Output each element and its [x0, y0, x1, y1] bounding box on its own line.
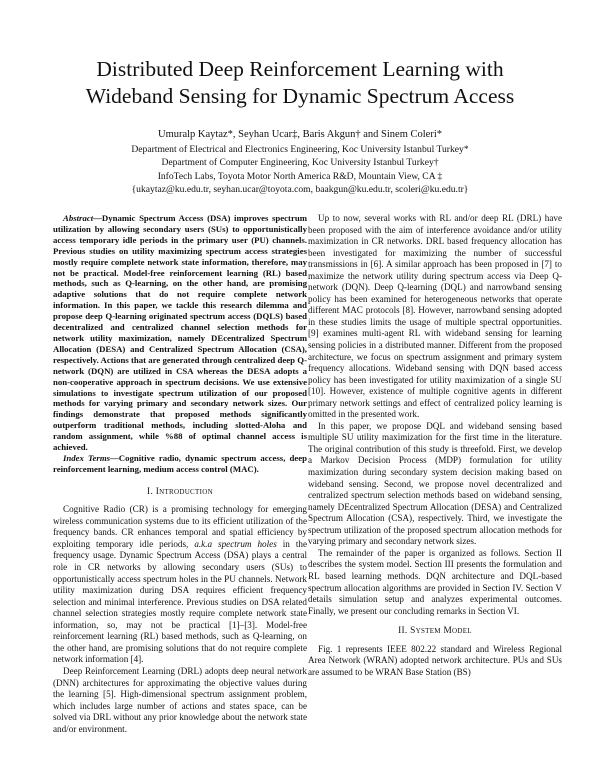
- title-line-1: Distributed Deep Reinforcement Learning with: [96, 57, 504, 81]
- intro-paragraph-5: The remainder of the paper is organized as follows. Section II describes the system model. Section III presents the formulation and RL based learning methods. DQN architecture and DQL-based spectrum allocation algorithms are provided in Section IV. Section V details simulation setup and analyzes experimental outcomes. Finally, we present our concluding remarks in Section VI.: [308, 547, 562, 616]
- affiliation-3: InfoTech Labs, Toyota Motor North America R&D, Mountain View, CA ‡: [157, 170, 443, 182]
- author-emails: {ukaytaz@ku.edu.tr, seyhan.ucar@toyota.com, baakgun@ku.edu.tr, scoleri@ku.edu.tr}: [131, 184, 469, 195]
- right-column: [308, 213, 562, 678]
- affiliation-2: Department of Computer Engineering, Koc University Istanbul Turkey†: [161, 157, 439, 168]
- intro-para1-term: a.k.a spectrum holes: [194, 538, 277, 549]
- title-line-2: Wideband Sensing for Dynamic Spectrum Access: [85, 84, 515, 108]
- intro-paragraph-1: [53, 504, 307, 666]
- index-terms: [53, 453, 307, 475]
- left-column: [53, 213, 307, 735]
- intro-paragraph-2: Deep Reinforcement Learning (DRL) adopts deep neural network (DNN) architectures for approximating the objective values during the learning [5]. High-dimensional spectrum assignment problem, which includes large number of actions and states space, can be solved via DRL without any prior knowledge about the network state and/or environment.: [53, 665, 307, 734]
- intro-paragraph-3: Up to now, several works with RL and/or deep RL (DRL) have been proposed with the aim of interference avoidance and/or utility maximization in CR networks. DRL based frequency allocation has been investigated for maximizing the number of successful transmissions in [6]. A similar approach has been proposed in [7] to maximize the network utility during spectrum access via Deep Q-network (DQN). Deep Q-learning (DQL) and narrowband sensing policy has been examined for heterogeneous networks that operate different MAC protocols [8]. However, narrowband sensing adopted in these studies limits the usage of multiple spectral opportunities. [9] examines multi-agent RL with wideband sensing for learning sensing policies in a distributed manner. Different from the proposed architecture, we focus on spectrum assignment and primary system frequency allocations. Wideband sensing with DQN based access policy has been investigated for utility maximization of a single SU [10]. However, existence of multiple cognitive agents in different primary network settings and effect of centralized policy learning is omitted in the presented work.: [308, 213, 562, 420]
- system-model-paragraph-1: Fig. 1 represents IEEE 802.22 standard and Wireless Regional Area Network (WRAN) adopted network architecture. PUs and SUs are assumed to be WRAN Base Station (BS): [308, 643, 562, 677]
- abstract-text: —Dynamic Spectrum Access (DSA) improves spectrum utilization by allowing secondary users (SUs) to opportunistically access temporary idle periods in the primary user (PU) channels. Previous studies on utility maximizing spectrum access strategies mostly require complete network state information, therefore, may not be practical. Model-free reinforcement learning (RL) based methods, such as Q-learning, on the other hand, are promising adaptive solutions that do not require complete network information. In this paper, we tackle this research dilemma and propose deep Q-learning originated spectrum access (DQLS) based decentralized and centralized channel selection methods for network utility maximization, namely DEcentralized Spectrum Allocation (DESA) and Centralized Spectrum Allocation (CSA), respectively. Actions that are generated through centralized deep Q-network (DQN) are utilized in CSA whereas the DESA adopts a non-cooperative approach in spectrum decisions. We use extensive simulations to investigate spectrum utilization of our proposed methods for varying primary and secondary network sizes. Our findings demonstrate that proposed methods significantly outperform traditional methods, including slotted-Aloha and random assignment, while %88 of optimal channel access is achieved.: [53, 213, 307, 453]
- section-heading-system-model: II. System Model: [398, 626, 472, 637]
- section-heading-introduction: I. Introduction: [147, 486, 213, 497]
- author-names: Umuralp Kaytaz*, Seyhan Ucar‡, Baris Akgun† and Sinem Coleri*: [157, 129, 443, 140]
- paper-title: [40, 56, 560, 110]
- abstract-label: Abstract: [63, 213, 94, 223]
- index-terms-label: Index Terms: [63, 452, 111, 463]
- index-terms-text: —Cognitive radio, dynamic spectrum access, deep reinforcement learning, medium access control (MAC).: [53, 452, 307, 474]
- abstract: [53, 213, 307, 453]
- intro-paragraph-4: In this paper, we propose DQL and wideband sensing based multiple SU utility maximization for the first time in the literature. The original contribution of this study is threefold. First, we develop a Markov Decision Process (MDP) formulation for utility maximization during secondary system decision making based on wideband sensing. Second, we propose novel decentralized and centralized spectrum selection methods based on wideband sensing, namely DEcentralized Spectrum Allocation (DESA) and Centralized Spectrum Allocation (CSA), respectively. Third, we investigate the spectrum utilization of the proposed spectrum allocation methods for varying primary and secondary network sizes.: [308, 420, 562, 547]
- affiliation-1: Department of Electrical and Electronics Engineering, Koc University Istanbul Turkey*: [131, 143, 469, 155]
- intro-para1-text-b: in the frequency usage. Dynamic Spectrum Access (DSA) plays a central role in CR networks by allowing secondary users (SUs) to opportunistically access spectrum holes in the PU channels. Network utility maximization during DSA requires efficient frequency selection and minimal interference. Previous studies on DSA related channel selection strategies mostly require complete network state information, so, may not be practical [1]–[3]. Model-free reinforcement learning (RL) based methods, such as Q-learning, on the other hand, are promising solutions that do not require complete network information [4].: [53, 538, 307, 665]
- intro-para1-text-a: Cognitive Radio (CR) is a promising technology for emerging wireless communication systems due to its efficient utilization of the frequency bands. CR enhances temporal and spatial efficiency by exploiting temporary idle periods,: [53, 504, 307, 549]
- author-block: [40, 128, 560, 197]
